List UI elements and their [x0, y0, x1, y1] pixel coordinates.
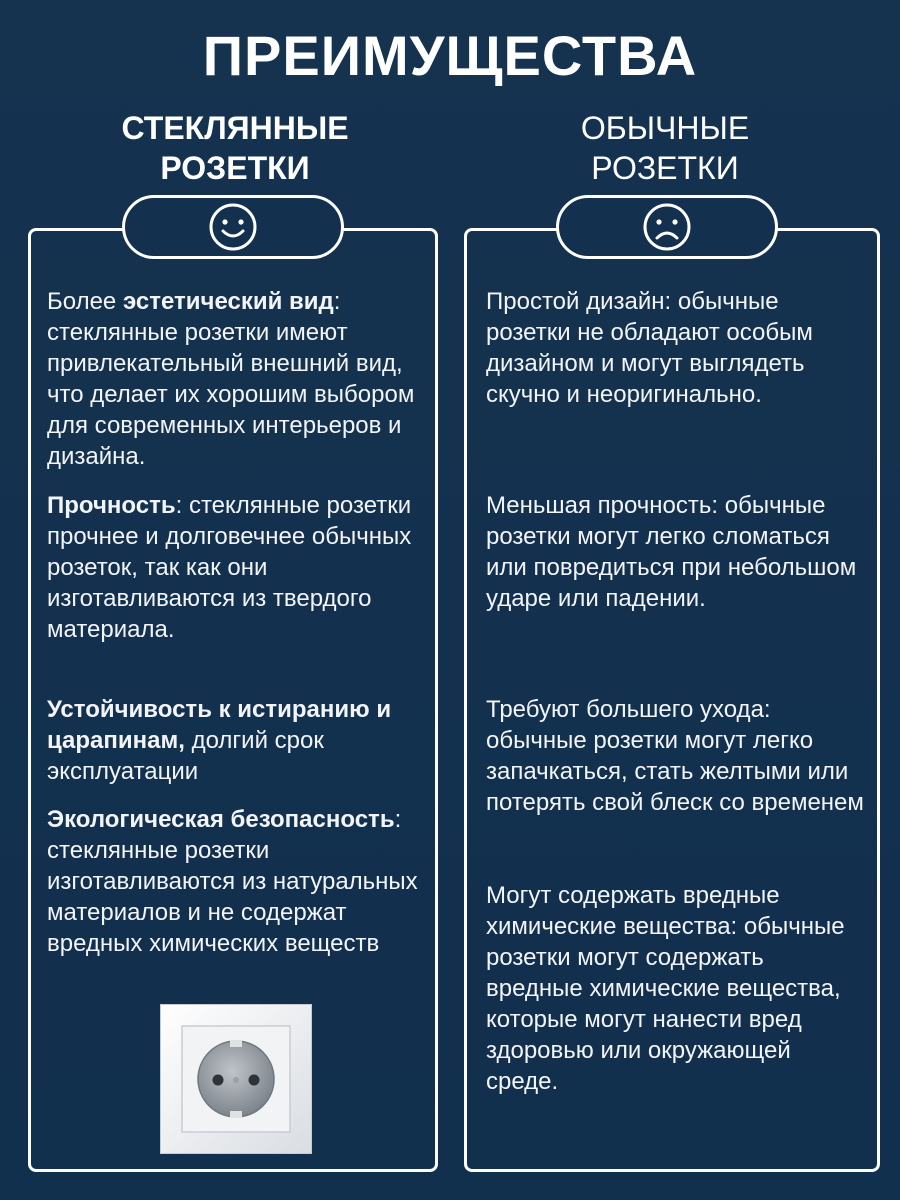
regular-heading-line2: РОЗЕТКИ	[591, 150, 739, 186]
advantage-description: : стеклянные розетки изготавливаются из натуральных материалов и не содержат вредных химических веществ	[47, 806, 418, 957]
regular-heading-line1: ОБЫЧНЫЕ	[580, 110, 750, 146]
advantage-prefix: Более	[47, 288, 123, 315]
advantage-description: : стеклянные розетки имеют привлекательный внешний вид, что делает их хорошим выбором для современных интерьеров и дизайна.	[47, 288, 415, 470]
advantage-keyword: Прочность	[47, 492, 176, 519]
glass-heading-line1: СТЕКЛЯННЫЕ	[121, 110, 349, 146]
regular-drawback-design: Простой дизайн: обычные розетки не обладают особым дизайном и могут выглядеть скучно и неоригинально.	[486, 288, 813, 408]
regular-drawback-chemicals: Могут содержать вредные химические вещества: обычные розетки могут содержать вредные химические вещества, которые могут нанести вред здоровью или окружающей среде.	[486, 882, 845, 1095]
advantage-keyword: Устойчивость к истиранию и царапинам,	[47, 696, 392, 754]
regular-drawback-care: Требуют большего ухода: обычные розетки могут легко запачкаться, стать желтыми или потерять свой блеск со временем	[486, 696, 864, 816]
glass-advantage-ecology	[47, 804, 427, 959]
page-title: ПРЕИМУЩЕСТВА	[202, 24, 698, 87]
sad-icon	[641, 201, 693, 253]
glass-advantage-scratch-resistance	[47, 694, 427, 787]
glass-advantage-aesthetic	[47, 286, 427, 472]
smile-icon	[207, 201, 259, 253]
glass-sockets-heading	[30, 108, 440, 188]
glass-advantage-durability	[47, 490, 427, 645]
advantage-description: : стеклянные розетки прочнее и долговечнее обычных розеток, так как они изготавливаются из твердого материала.	[47, 492, 412, 643]
sad-badge	[556, 195, 778, 259]
glass-heading-line2: РОЗЕТКИ	[160, 150, 310, 186]
advantage-keyword: эстетический вид	[122, 288, 334, 315]
advantage-keyword: Экологическая безопасность	[47, 806, 395, 833]
glass-socket-image	[160, 1004, 312, 1154]
smile-badge	[122, 195, 344, 259]
advantage-description: долгий срок эксплуатации	[47, 727, 324, 785]
regular-drawback-durability: Меньшая прочность: обычные розетки могут легко сломаться или повредиться при небольшом ударе или падении.	[486, 492, 857, 612]
regular-sockets-heading	[460, 108, 870, 188]
